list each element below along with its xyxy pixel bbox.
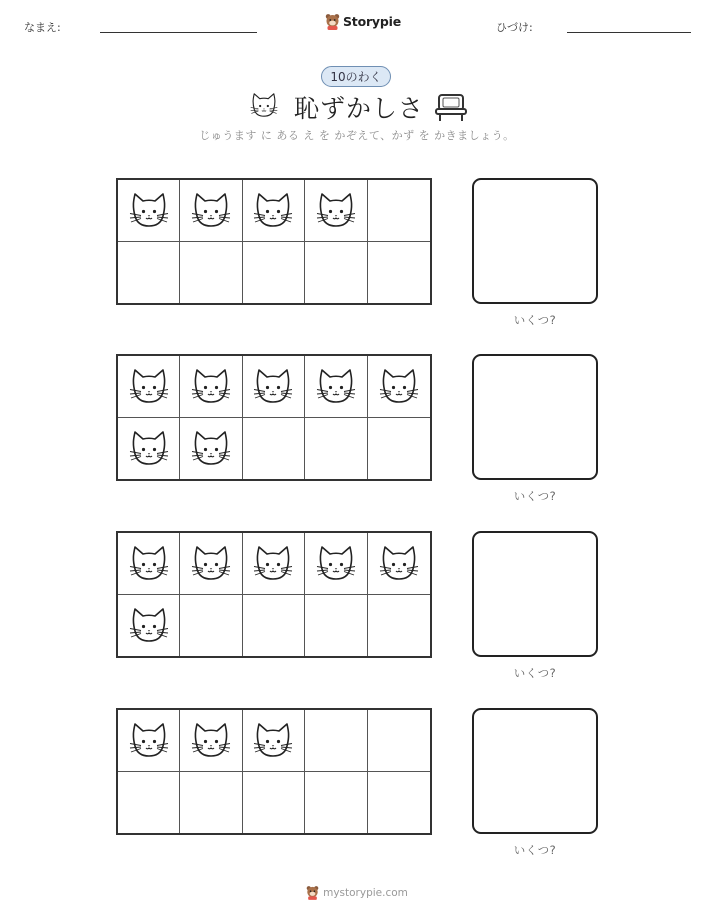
frame-cell [368, 356, 430, 418]
cat-face-icon [379, 368, 419, 404]
cat-face-icon [250, 92, 278, 118]
frame-cell [243, 710, 305, 772]
frame-cell [118, 595, 180, 657]
ten-frame [116, 354, 432, 481]
cat-face-icon [253, 368, 293, 404]
ten-frame-badge: 10のわく [321, 66, 391, 87]
count-prompt: いくつ? [513, 313, 557, 327]
frame-cell [180, 418, 242, 480]
cat-face-icon [316, 368, 356, 404]
cat-face-icon [191, 368, 231, 404]
frame-cell [180, 595, 242, 657]
cat-face-icon [191, 430, 231, 466]
cat-face-icon [191, 192, 231, 228]
frame-cell [118, 242, 180, 304]
ten-frame [116, 708, 432, 835]
instruction-text: じゅうます に ある え を かぞえて、かず を かきましょう。 [199, 129, 515, 142]
cat-face-icon [316, 545, 356, 581]
frame-cell [243, 356, 305, 418]
frame-cell [118, 356, 180, 418]
frame-cell [243, 180, 305, 242]
cat-face-icon [316, 192, 356, 228]
frame-cell [118, 710, 180, 772]
frame-cell [305, 180, 367, 242]
cat-face-icon [129, 430, 169, 466]
frame-cell [368, 418, 430, 480]
frame-cell [180, 180, 242, 242]
cat-face-icon [129, 192, 169, 228]
name-line [100, 32, 257, 33]
frame-cell [368, 242, 430, 304]
name-label: なまえ: [24, 21, 61, 34]
brand-name: Storypie [343, 14, 401, 29]
answer-box[interactable] [472, 354, 598, 480]
bear-mascot-icon [306, 885, 319, 900]
answer-box[interactable] [472, 531, 598, 657]
frame-cell [305, 772, 367, 834]
frame-cell [243, 533, 305, 595]
brand-logo [325, 13, 401, 30]
cat-face-icon [191, 722, 231, 758]
frame-cell [243, 772, 305, 834]
frame-cell [243, 595, 305, 657]
bear-mascot-icon [325, 13, 340, 30]
cat-face-icon [253, 192, 293, 228]
frame-cell [305, 710, 367, 772]
ten-frame [116, 531, 432, 658]
date-label: ひづけ: [496, 21, 533, 34]
worksheet-title: 恥ずかしさ [294, 94, 425, 123]
frame-cell [118, 418, 180, 480]
frame-cell [118, 772, 180, 834]
chair-icon [434, 92, 468, 122]
cat-face-icon [129, 722, 169, 758]
cat-face-icon [253, 545, 293, 581]
frame-cell [180, 356, 242, 418]
frame-cell [368, 710, 430, 772]
ten-frame [116, 178, 432, 305]
frame-cell [305, 533, 367, 595]
answer-box[interactable] [472, 708, 598, 834]
frame-cell [368, 772, 430, 834]
frame-cell [118, 180, 180, 242]
frame-cell [118, 533, 180, 595]
frame-cell [180, 772, 242, 834]
cat-face-icon [129, 545, 169, 581]
frame-cell [180, 242, 242, 304]
frame-cell [368, 180, 430, 242]
frame-cell [368, 533, 430, 595]
frame-cell [305, 356, 367, 418]
count-prompt: いくつ? [513, 843, 557, 857]
frame-cell [180, 710, 242, 772]
footer-site: mystorypie.com [323, 886, 408, 899]
cat-face-icon [253, 722, 293, 758]
frame-cell [243, 242, 305, 304]
frame-cell [305, 418, 367, 480]
frame-cell [180, 533, 242, 595]
answer-box[interactable] [472, 178, 598, 304]
count-prompt: いくつ? [513, 666, 557, 680]
frame-cell [305, 595, 367, 657]
frame-cell [305, 242, 367, 304]
cat-face-icon [129, 607, 169, 643]
cat-face-icon [191, 545, 231, 581]
footer [0, 885, 714, 900]
cat-face-icon [129, 368, 169, 404]
frame-cell [243, 418, 305, 480]
cat-face-icon [379, 545, 419, 581]
date-line [567, 32, 691, 33]
frame-cell [368, 595, 430, 657]
count-prompt: いくつ? [513, 489, 557, 503]
